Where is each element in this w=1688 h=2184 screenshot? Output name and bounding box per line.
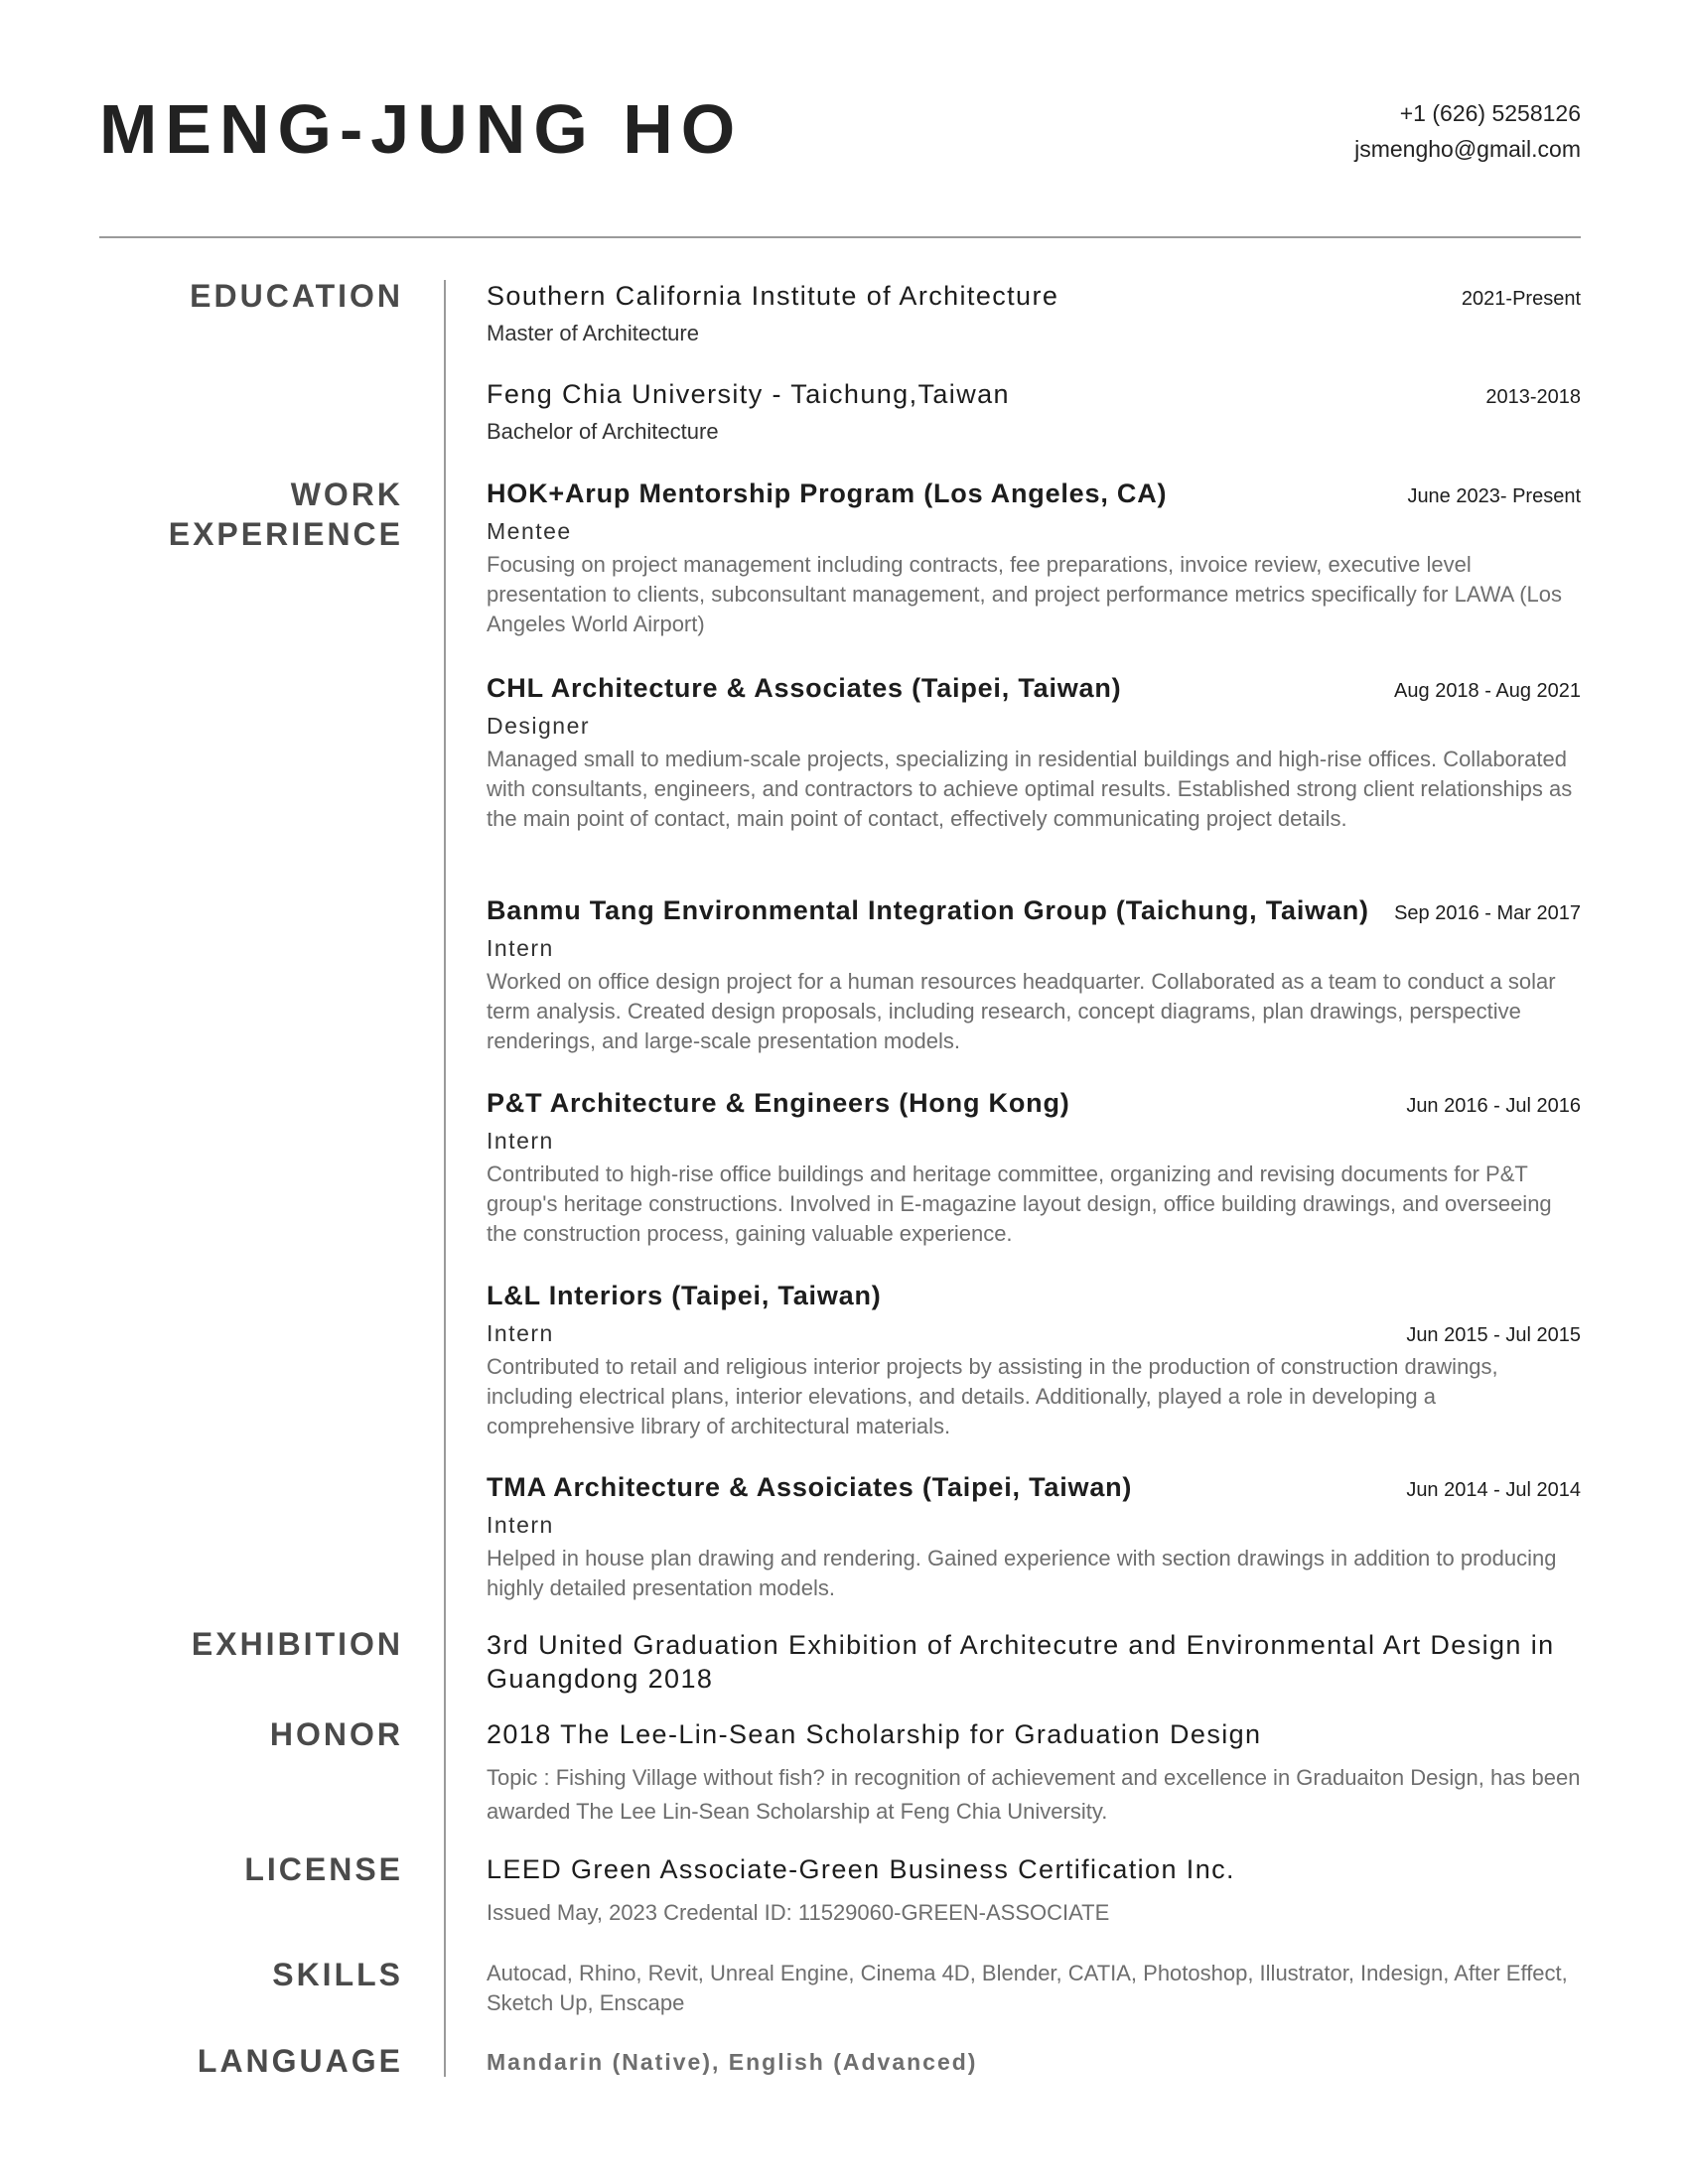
exhibition-title: 3rd United Graduation Exhibition of Architecutre and Environmental Art Design in Guangdong 2018 (487, 1630, 1555, 1694)
entry-date: Jun 2016 - Jul 2016 (1406, 1095, 1581, 1117)
entry-date: Aug 2018 - Aug 2021 (1394, 680, 1581, 702)
school-name: Feng Chia University - Taichung,Taiwan (487, 379, 1010, 409)
section-heading-education: EDUCATION (190, 278, 403, 314)
skills-list: Autocad, Rhino, Revit, Unreal Engine, Cinema 4D, Blender, CATIA, Photoshop, Illustrator, Indesign, After Effect, Sketch Up, Enscape (487, 1961, 1568, 2015)
section-heading-language: LANGUAGE (197, 2043, 403, 2079)
section-heading-honor: HONOR (269, 1716, 403, 1752)
job-role: Mentee (487, 518, 572, 544)
honor-description: Topic : Fishing Village without fish? in recognition of achievement and excellence in Graduaiton Design, has been awarded The Lee Lin-Sean Scholarship at Feng Chia University. (487, 1765, 1581, 1824)
email-address: jsmengho@gmail.com (1354, 136, 1581, 162)
entry-date: June 2023- Present (1407, 485, 1581, 507)
section-heading-skills: SKILLS (272, 1957, 403, 1992)
employer-name: TMA Architecture & Assoiciates (Taipei, Taiwan) (487, 1472, 1133, 1502)
license-entry (487, 1852, 1581, 1928)
work-entry (487, 1470, 1581, 1603)
honor-entry (487, 1717, 1581, 1829)
section-heading-work (169, 475, 403, 554)
entry-date: Jun 2015 - Jul 2015 (1406, 1324, 1581, 1346)
work-entry (487, 1279, 1581, 1441)
degree: Bachelor of Architecture (487, 419, 719, 444)
language-entry (487, 2047, 1581, 2077)
job-role: Intern (487, 935, 554, 961)
job-description: Helped in house plan drawing and rendering. Gained experience with section drawings in addition to producing highly detailed presentation models. (487, 1546, 1557, 1600)
degree: Master of Architecture (487, 321, 699, 345)
section-heading-license: LICENSE (244, 1851, 403, 1887)
education-entry (487, 279, 1581, 348)
employer-name: CHL Architecture & Associates (Taipei, Taiwan) (487, 673, 1122, 703)
work-entry (487, 893, 1581, 1056)
education-entry (487, 377, 1581, 447)
skills-entry (487, 1959, 1581, 2018)
license-title: LEED Green Associate-Green Business Certification Inc. (487, 1854, 1235, 1884)
employer-name: Banmu Tang Environmental Integration Group (Taichung, Taiwan) (487, 895, 1369, 925)
resume-name: MENG-JUNG HO (99, 90, 744, 168)
job-role: Intern (487, 1512, 554, 1538)
job-description: Focusing on project management including contracts, fee preparations, invoice review, executive level presentation to clients, subconsultant management, and project performance metrics specifically for LAWA (Los Angeles World Airport) (487, 552, 1563, 636)
work-entry (487, 477, 1581, 639)
job-description: Managed small to medium-scale projects, specializing in residential buildings and high-rise offices. Collaborated with consultants, engineers, and contractors to achieve optimal results. Established strong client relationships as the main point of contact, main point of contact, effectively communicating project details. (487, 747, 1573, 831)
section-heading-work-line2: EXPERIENCE (168, 516, 403, 552)
entry-date: Sep 2016 - Mar 2017 (1394, 902, 1581, 924)
language-list: Mandarin (Native), English (Advanced) (487, 2049, 978, 2075)
section-heading-work-line1: WORK (290, 477, 403, 512)
honor-title: 2018 The Lee-Lin-Sean Scholarship for Graduation Design (487, 1719, 1262, 1749)
contact-info (1354, 95, 1581, 167)
exhibition-entry (487, 1628, 1581, 1696)
work-entry (487, 671, 1581, 834)
job-role: Intern (487, 1320, 554, 1346)
column-divider (444, 280, 446, 2077)
job-role: Designer (487, 713, 591, 739)
job-description: Contributed to high-rise office buildings and heritage committee, organizing and revising documents for P&T group's heritage constructions. Involved in E-magazine layout design, office building drawings, and overseeing the construction process, gaining valuable experience. (487, 1161, 1552, 1246)
school-name: Southern California Institute of Architecture (487, 281, 1059, 311)
work-entry (487, 1086, 1581, 1249)
entry-date: 2021-Present (1461, 288, 1581, 310)
license-description: Issued May, 2023 Credental ID: 11529060-GREEN-ASSOCIATE (487, 1900, 1110, 1925)
employer-name: HOK+Arup Mentorship Program (Los Angeles, CA) (487, 478, 1168, 508)
job-description: Worked on office design project for a human resources headquarter. Collaborated as a team to conduct a solar term analysis. Created design proposals, including research, concept diagrams, plan drawings, perspective renderings, and large-scale presentation models. (487, 969, 1556, 1053)
job-description: Contributed to retail and religious interior projects by assisting in the production of construction drawings, including electrical plans, interior elevations, and details. Additionally, played a role in developing a comprehensive library of architectural materials. (487, 1354, 1498, 1438)
section-heading-exhibition: EXHIBITION (191, 1626, 403, 1662)
employer-name: P&T Architecture & Engineers (Hong Kong) (487, 1088, 1070, 1118)
entry-date: Jun 2014 - Jul 2014 (1406, 1479, 1581, 1501)
header-divider (99, 236, 1581, 238)
employer-name: L&L Interiors (Taipei, Taiwan) (487, 1281, 882, 1310)
phone-number: +1 (626) 5258126 (1399, 100, 1581, 126)
entry-date: 2013-2018 (1485, 386, 1581, 408)
job-role: Intern (487, 1128, 554, 1154)
